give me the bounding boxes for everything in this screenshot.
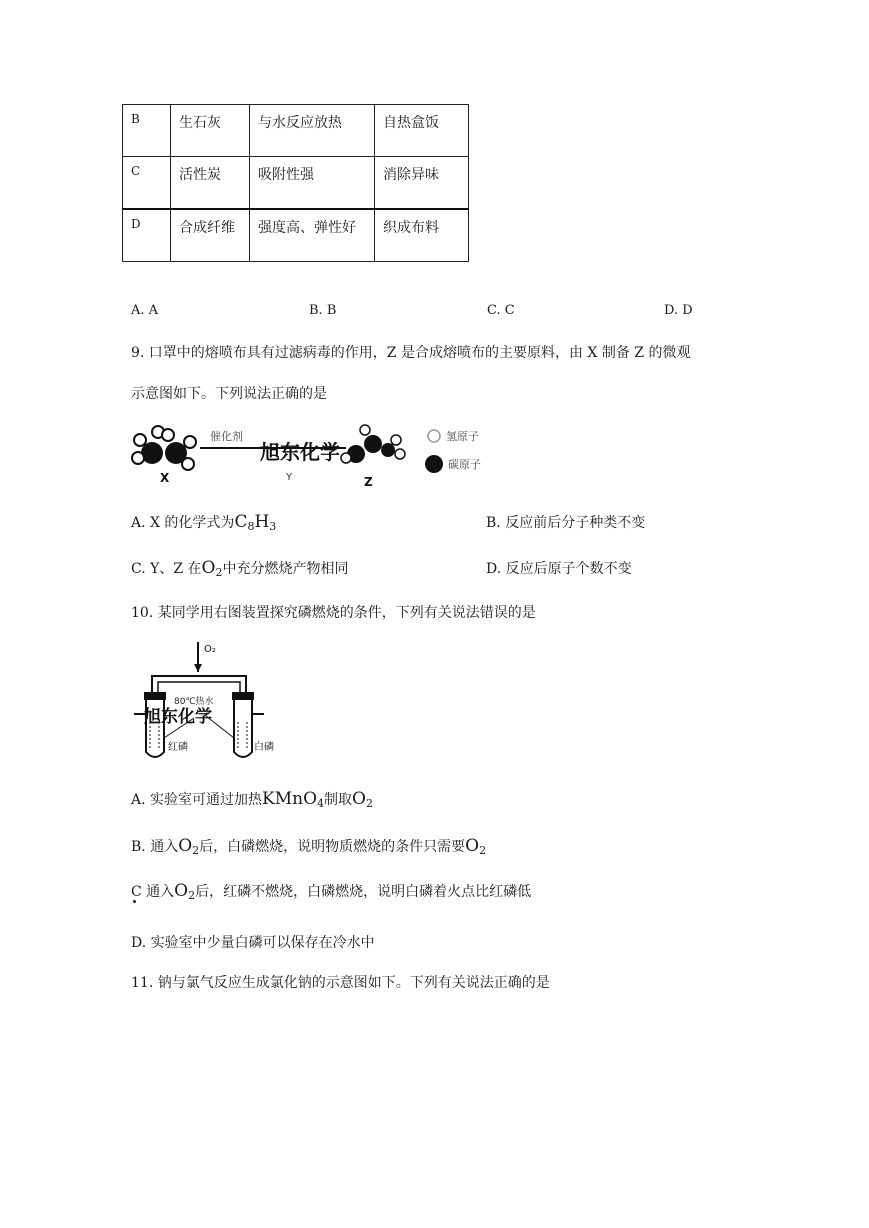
o2-label: O₂ bbox=[204, 644, 216, 655]
catalyst-label: 催化剂 bbox=[210, 430, 243, 443]
label-z: Z bbox=[364, 475, 373, 488]
white-phosphorus-label: 白磷 bbox=[254, 742, 274, 753]
table-cell: C bbox=[123, 157, 171, 210]
q10-apparatus-diagram bbox=[134, 638, 274, 762]
table-cell: 合成纤维 bbox=[171, 209, 250, 262]
q9-option-a[interactable]: A. X 的化学式为$C_8H_3$ bbox=[131, 512, 277, 533]
molecule-z bbox=[341, 425, 405, 463]
q8-option-b[interactable]: B. B bbox=[309, 303, 337, 318]
table-cell: 强度高、弹性好 bbox=[250, 209, 375, 262]
water-label: 80℃热水 bbox=[174, 697, 214, 707]
table-row bbox=[123, 157, 469, 210]
legend-h-icon bbox=[428, 430, 440, 442]
q10-stem: 10. 某同学用右图装置探究磷燃烧的条件，下列有关说法错误的是 bbox=[131, 605, 536, 621]
q9-option-a-text: A. X 的化学式为 bbox=[131, 515, 235, 531]
q10-option-c[interactable]: C 通入$O_2$后，红磷不燃烧，白磷燃烧，说明白磷着火点比红磷低 bbox=[131, 881, 532, 902]
table-cell: B bbox=[123, 105, 171, 157]
q9-molecule-diagram bbox=[128, 418, 508, 488]
q11-stem: 11. 钠与氯气反应生成氯化钠的示意图如下。下列有关说法正确的是 bbox=[131, 975, 550, 991]
table-cell: 生石灰 bbox=[171, 105, 250, 157]
q10-option-b[interactable]: B. 通入$O_2$后，白磷燃烧，说明物质燃烧的条件只需要$O_2$ bbox=[131, 836, 487, 857]
q9-option-d[interactable]: D. 反应后原子个数不变 bbox=[486, 561, 632, 577]
q10-option-a[interactable]: A. 实验室可通过加热KMnO$_4$制取$O_2$ bbox=[131, 789, 373, 810]
label-x: X bbox=[160, 471, 170, 485]
watermark: 旭东化学 bbox=[260, 440, 340, 464]
label-y: Y bbox=[286, 472, 293, 483]
q9-option-c[interactable]: C. Y、Z 在$O_2$中充分燃烧产物相同 bbox=[131, 558, 349, 579]
q9-option-b[interactable]: B. 反应前后分子种类不变 bbox=[486, 515, 646, 531]
watermark-2: 旭东化学 bbox=[144, 707, 212, 727]
table-cell: 消除异味 bbox=[375, 157, 469, 210]
stray-dot bbox=[133, 900, 136, 903]
table-row bbox=[123, 209, 469, 262]
table-cell: 活性炭 bbox=[171, 157, 250, 210]
legend-c-label: 碳原子 bbox=[448, 458, 481, 471]
q8-option-d[interactable]: D. D bbox=[664, 303, 693, 318]
legend-h-label: 氢原子 bbox=[446, 430, 479, 443]
table-cell: D bbox=[123, 209, 171, 262]
options-table bbox=[122, 104, 469, 262]
red-phosphorus-label: 红磷 bbox=[168, 742, 188, 753]
legend-c-icon bbox=[425, 455, 443, 473]
q9-stem-line2: 示意图如下。下列说法正确的是 bbox=[131, 386, 327, 402]
q10-option-d[interactable]: D. 实验室中少量白磷可以保存在冷水中 bbox=[131, 935, 375, 951]
arrow-down-icon bbox=[194, 664, 202, 672]
table-cell: 与水反应放热 bbox=[250, 105, 375, 157]
table-cell: 自热盒饭 bbox=[375, 105, 469, 157]
molecule-x bbox=[132, 426, 196, 470]
q8-option-c[interactable]: C. C bbox=[487, 303, 515, 318]
q8-option-a[interactable]: A. A bbox=[131, 303, 159, 318]
q9-stem-line1: 9. 口罩中的熔喷布具有过滤病毒的作用，Z 是合成熔喷布的主要原料，由 X 制备 Z 的微观 bbox=[131, 345, 691, 361]
table-cell: 织成布料 bbox=[375, 209, 469, 262]
table-row bbox=[123, 105, 469, 157]
table-cell: 吸附性强 bbox=[250, 157, 375, 210]
